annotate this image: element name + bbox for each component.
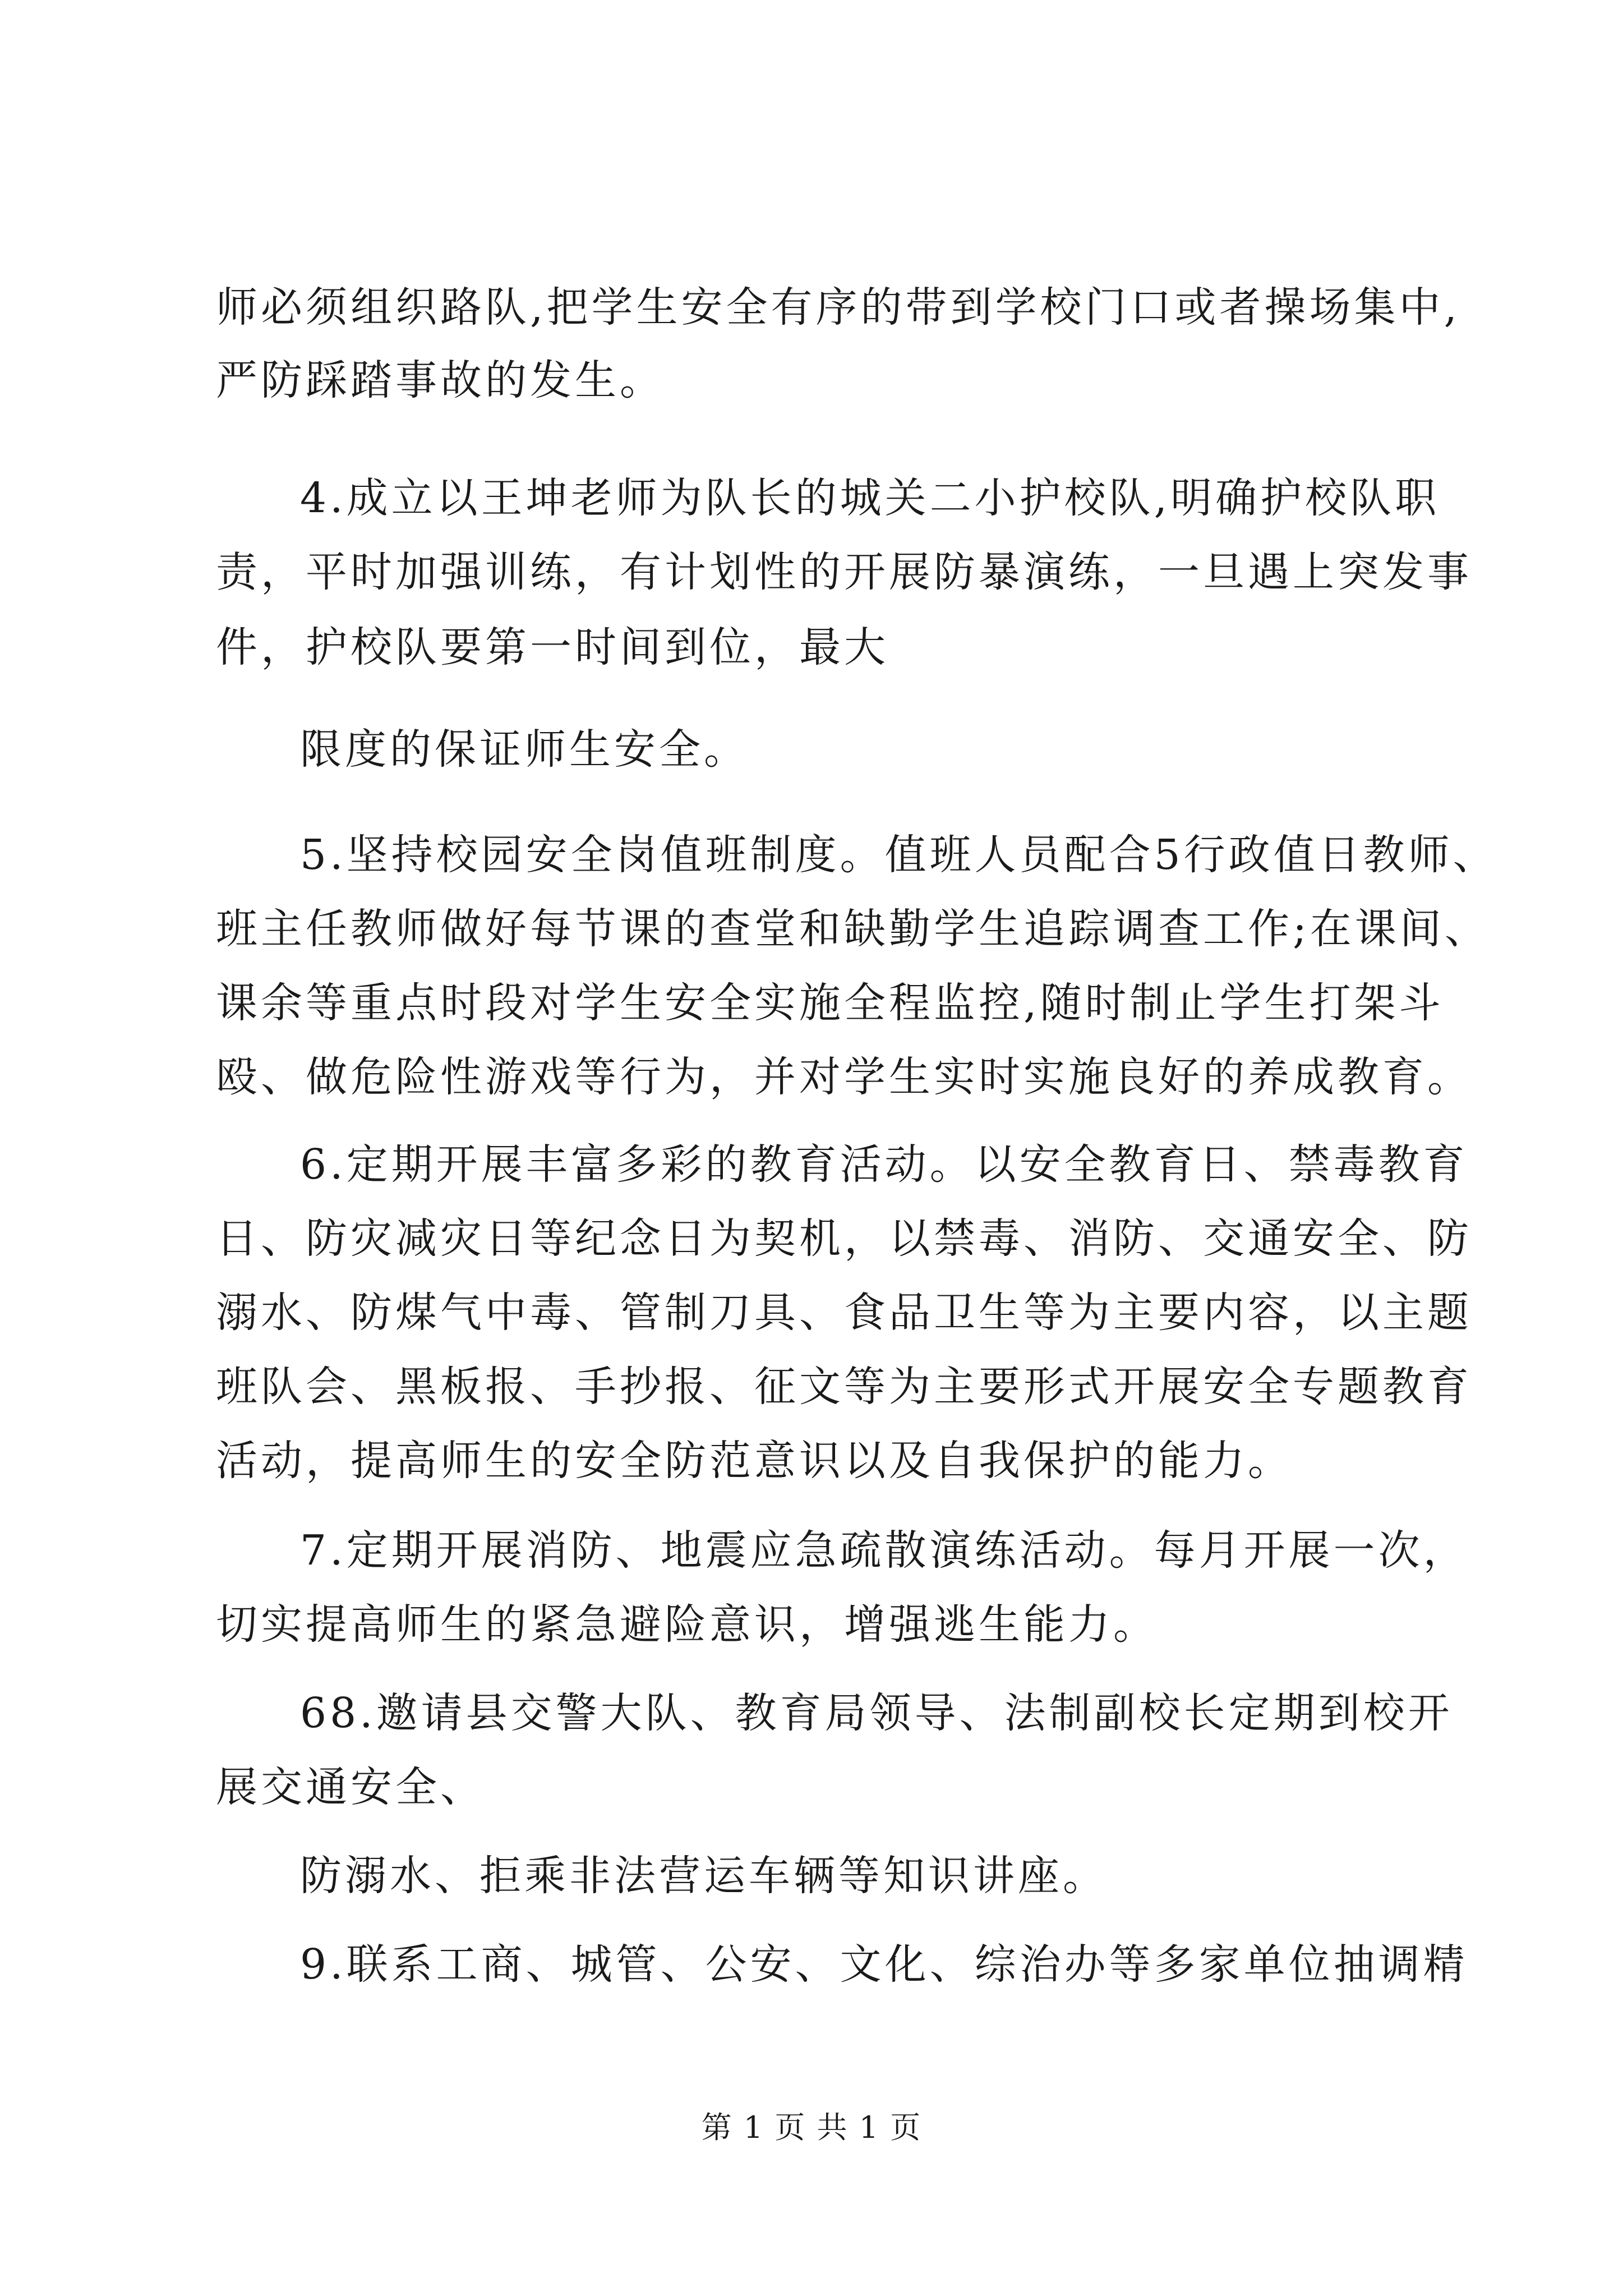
- text-line: 7.定期开展消防、地震应急疏散演练活动。每月开展一次，: [300, 1526, 1468, 1575]
- text-line: 4.成立以王坤老师为队长的城关二小护校队,明确护校队职: [300, 474, 1440, 522]
- text-line: 5.坚持校园安全岗值班制度。值班人员配合5行政值日教师、: [300, 831, 1498, 879]
- text-line: 6.定期开展丰富多彩的教育活动。以安全教育日、禁毒教育: [300, 1140, 1468, 1189]
- page-number-footer: 第 1 页 共 1 页: [701, 2110, 922, 2145]
- text-line: 严防踩踏事故的发生。: [216, 356, 665, 404]
- text-line: 切实提高师生的紧急避险意识，增强逃生能力。: [216, 1600, 1158, 1649]
- text-line: 日、防灾减灾日等纪念日为契机，以禁毒、消防、交通安全、防: [216, 1214, 1472, 1263]
- text-line: 68.邀请县交警大队、教育局领导、法制副校长定期到校开: [300, 1689, 1453, 1737]
- text-line: 责，平时加强训练，有计划性的开展防暴演练，一旦遇上突发事: [216, 548, 1472, 596]
- text-line: 活动，提高师生的安全防范意识以及自我保护的能力。: [216, 1437, 1293, 1485]
- text-line: 展交通安全、: [216, 1763, 485, 1811]
- text-line: 9.联系工商、城管、公安、文化、综治办等多家单位抽调精: [300, 1940, 1468, 1989]
- text-line: 限度的保证师生安全。: [300, 725, 749, 774]
- text-line: 防溺水、拒乘非法营运车辆等知识讲座。: [300, 1852, 1108, 1900]
- text-line: 师必须组织路队,把学生安全有序的带到学校门口或者操场集中,: [216, 283, 1461, 332]
- text-line: 殴、做危险性游戏等行为，并对学生实时实施良好的养成教育。: [216, 1053, 1472, 1101]
- text-line: 课余等重点时段对学生安全实施全程监控,随时制止学生打架斗: [216, 979, 1444, 1027]
- text-line: 件，护校队要第一时间到位，最大: [216, 623, 889, 671]
- text-line: 溺水、防煤气中毒、管制刀具、食品卫生等为主要内容，以主题: [216, 1289, 1472, 1337]
- text-line: 班队会、黑板报、手抄报、征文等为主要形式开展安全专题教育: [216, 1363, 1472, 1411]
- text-line: 班主任教师做好每节课的查堂和缺勤学生追踪调查工作;在课间、: [216, 905, 1490, 953]
